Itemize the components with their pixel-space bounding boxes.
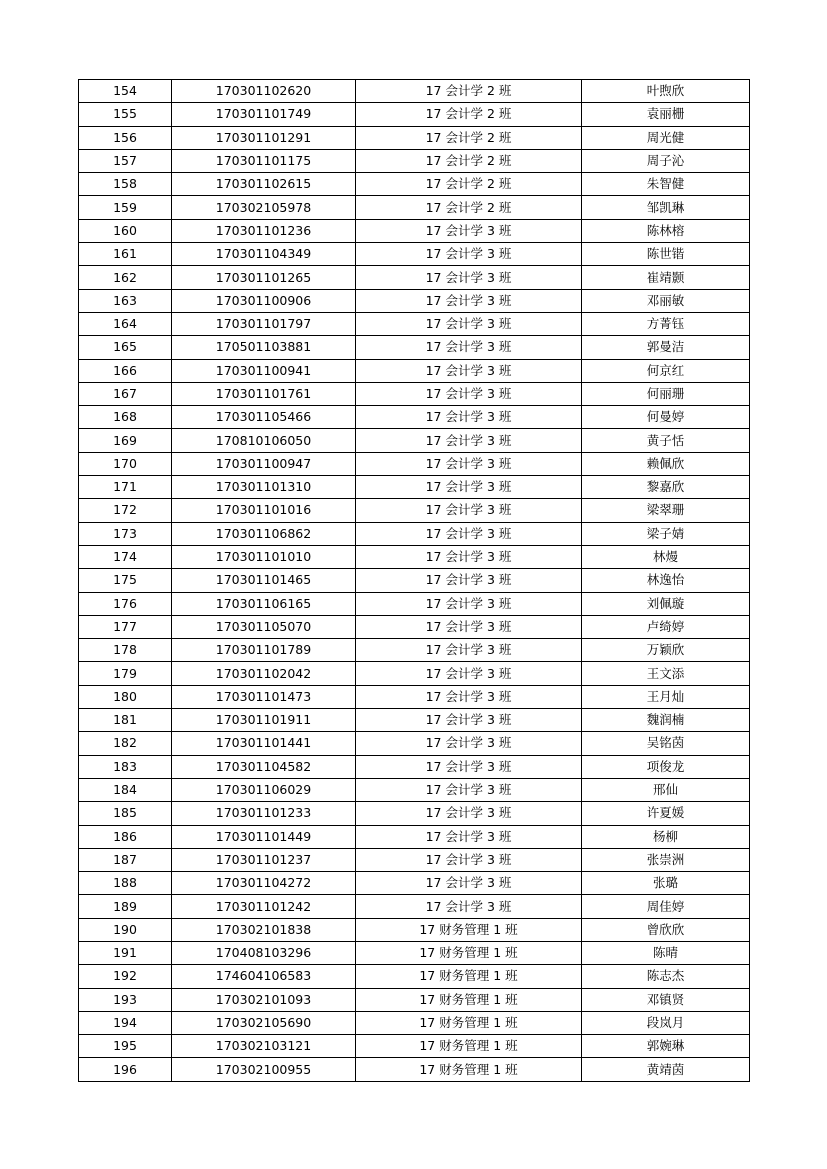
student-id-cell: 170301101310	[172, 476, 356, 499]
row-number-cell: 195	[79, 1035, 172, 1058]
student-name-cell: 曾欣欣	[582, 918, 750, 941]
class-name-cell: 17 会计学 3 班	[356, 336, 582, 359]
row-number-cell: 162	[79, 266, 172, 289]
class-name-cell: 17 会计学 3 班	[356, 569, 582, 592]
row-number-cell: 159	[79, 196, 172, 219]
student-name-cell: 黄靖茵	[582, 1058, 750, 1081]
table-row	[79, 522, 750, 545]
student-id-cell: 170302105978	[172, 196, 356, 219]
table-row	[79, 149, 750, 172]
class-name-cell: 17 会计学 3 班	[356, 778, 582, 801]
student-roster-table	[78, 79, 750, 1082]
row-number-cell: 182	[79, 732, 172, 755]
student-name-cell: 王文添	[582, 662, 750, 685]
student-name-cell: 朱智健	[582, 173, 750, 196]
table-row	[79, 825, 750, 848]
student-name-cell: 林逸怡	[582, 569, 750, 592]
class-name-cell: 17 会计学 3 班	[356, 312, 582, 335]
class-name-cell: 17 会计学 3 班	[356, 825, 582, 848]
class-name-cell: 17 会计学 3 班	[356, 895, 582, 918]
row-number-cell: 172	[79, 499, 172, 522]
student-id-cell: 170301101233	[172, 802, 356, 825]
student-id-cell: 170302100955	[172, 1058, 356, 1081]
student-name-cell: 赖佩欣	[582, 452, 750, 475]
table-row	[79, 359, 750, 382]
row-number-cell: 171	[79, 476, 172, 499]
row-number-cell: 161	[79, 243, 172, 266]
class-name-cell: 17 会计学 3 班	[356, 545, 582, 568]
row-number-cell: 176	[79, 592, 172, 615]
class-name-cell: 17 会计学 2 班	[356, 149, 582, 172]
table-row	[79, 289, 750, 312]
class-name-cell: 17 财务管理 1 班	[356, 1058, 582, 1081]
class-name-cell: 17 会计学 3 班	[356, 872, 582, 895]
class-name-cell: 17 财务管理 1 班	[356, 941, 582, 964]
table-row	[79, 452, 750, 475]
student-name-cell: 魏润楠	[582, 709, 750, 732]
table-row	[79, 126, 750, 149]
row-number-cell: 156	[79, 126, 172, 149]
row-number-cell: 192	[79, 965, 172, 988]
student-name-cell: 陈志杰	[582, 965, 750, 988]
row-number-cell: 157	[79, 149, 172, 172]
student-id-cell: 170301105070	[172, 615, 356, 638]
class-name-cell: 17 会计学 3 班	[356, 592, 582, 615]
table-row	[79, 965, 750, 988]
table-row	[79, 266, 750, 289]
student-name-cell: 陈世锴	[582, 243, 750, 266]
student-name-cell: 方菁钰	[582, 312, 750, 335]
row-number-cell: 166	[79, 359, 172, 382]
row-number-cell: 169	[79, 429, 172, 452]
table-row	[79, 1011, 750, 1034]
table-row	[79, 848, 750, 871]
table-row	[79, 173, 750, 196]
table-row	[79, 499, 750, 522]
row-number-cell: 184	[79, 778, 172, 801]
student-name-cell: 邹凯琳	[582, 196, 750, 219]
table-row	[79, 476, 750, 499]
table-row	[79, 662, 750, 685]
student-name-cell: 项俊龙	[582, 755, 750, 778]
student-id-cell: 170302101838	[172, 918, 356, 941]
student-id-cell: 170301101761	[172, 382, 356, 405]
student-name-cell: 袁丽栅	[582, 103, 750, 126]
student-name-cell: 陈林榕	[582, 219, 750, 242]
student-name-cell: 王月灿	[582, 685, 750, 708]
student-id-cell: 170301101465	[172, 569, 356, 592]
table-row	[79, 872, 750, 895]
student-name-cell: 周光健	[582, 126, 750, 149]
table-row	[79, 895, 750, 918]
class-name-cell: 17 会计学 3 班	[356, 662, 582, 685]
student-name-cell: 刘佩璇	[582, 592, 750, 615]
student-id-cell: 170301102620	[172, 80, 356, 103]
class-name-cell: 17 会计学 2 班	[356, 126, 582, 149]
student-id-cell: 170301101175	[172, 149, 356, 172]
student-id-cell: 170301101237	[172, 848, 356, 871]
row-number-cell: 170	[79, 452, 172, 475]
row-number-cell: 167	[79, 382, 172, 405]
student-id-cell: 170501103881	[172, 336, 356, 359]
student-name-cell: 邓丽敏	[582, 289, 750, 312]
row-number-cell: 173	[79, 522, 172, 545]
class-name-cell: 17 会计学 3 班	[356, 499, 582, 522]
student-name-cell: 黎嘉欣	[582, 476, 750, 499]
table-row	[79, 196, 750, 219]
student-name-cell: 何曼婷	[582, 406, 750, 429]
student-id-cell: 170301100906	[172, 289, 356, 312]
student-id-cell: 170301106029	[172, 778, 356, 801]
class-name-cell: 17 会计学 2 班	[356, 196, 582, 219]
row-number-cell: 196	[79, 1058, 172, 1081]
class-name-cell: 17 会计学 2 班	[356, 80, 582, 103]
table-row	[79, 639, 750, 662]
table-row	[79, 103, 750, 126]
student-id-cell: 170301101749	[172, 103, 356, 126]
row-number-cell: 178	[79, 639, 172, 662]
student-id-cell: 170302101093	[172, 988, 356, 1011]
class-name-cell: 17 会计学 3 班	[356, 406, 582, 429]
class-name-cell: 17 会计学 3 班	[356, 429, 582, 452]
row-number-cell: 180	[79, 685, 172, 708]
class-name-cell: 17 会计学 3 班	[356, 709, 582, 732]
student-id-cell: 170301104272	[172, 872, 356, 895]
class-name-cell: 17 财务管理 1 班	[356, 988, 582, 1011]
row-number-cell: 160	[79, 219, 172, 242]
row-number-cell: 188	[79, 872, 172, 895]
class-name-cell: 17 会计学 3 班	[356, 732, 582, 755]
row-number-cell: 165	[79, 336, 172, 359]
row-number-cell: 185	[79, 802, 172, 825]
row-number-cell: 183	[79, 755, 172, 778]
student-id-cell: 170302105690	[172, 1011, 356, 1034]
student-name-cell: 卢绮婷	[582, 615, 750, 638]
table-row	[79, 709, 750, 732]
table-row	[79, 80, 750, 103]
class-name-cell: 17 财务管理 1 班	[356, 918, 582, 941]
table-row	[79, 988, 750, 1011]
row-number-cell: 194	[79, 1011, 172, 1034]
student-id-cell: 170301101016	[172, 499, 356, 522]
table-row	[79, 406, 750, 429]
student-name-cell: 郭婉琳	[582, 1035, 750, 1058]
table-row	[79, 336, 750, 359]
student-id-cell: 170301101236	[172, 219, 356, 242]
table-row	[79, 592, 750, 615]
class-name-cell: 17 会计学 3 班	[356, 359, 582, 382]
table-row	[79, 1058, 750, 1081]
student-id-cell: 170302103121	[172, 1035, 356, 1058]
table-row	[79, 802, 750, 825]
student-id-cell: 170301101265	[172, 266, 356, 289]
student-name-cell: 万颖欣	[582, 639, 750, 662]
student-name-cell: 何京红	[582, 359, 750, 382]
student-name-cell: 吴铭茵	[582, 732, 750, 755]
table-row	[79, 429, 750, 452]
student-id-cell: 170301101473	[172, 685, 356, 708]
student-id-cell: 170301106165	[172, 592, 356, 615]
class-name-cell: 17 会计学 3 班	[356, 266, 582, 289]
class-name-cell: 17 会计学 3 班	[356, 382, 582, 405]
row-number-cell: 187	[79, 848, 172, 871]
table-row	[79, 545, 750, 568]
student-name-cell: 周子沁	[582, 149, 750, 172]
student-name-cell: 崔靖颢	[582, 266, 750, 289]
table-row	[79, 615, 750, 638]
class-name-cell: 17 会计学 3 班	[356, 685, 582, 708]
student-id-cell: 170301104582	[172, 755, 356, 778]
student-id-cell: 170408103296	[172, 941, 356, 964]
class-name-cell: 17 会计学 3 班	[356, 755, 582, 778]
class-name-cell: 17 会计学 3 班	[356, 848, 582, 871]
student-name-cell: 陈晴	[582, 941, 750, 964]
student-name-cell: 周佳婷	[582, 895, 750, 918]
student-name-cell: 郭曼洁	[582, 336, 750, 359]
table-row	[79, 382, 750, 405]
student-name-cell: 张崇洲	[582, 848, 750, 871]
student-name-cell: 梁子婧	[582, 522, 750, 545]
student-name-cell: 邢仙	[582, 778, 750, 801]
class-name-cell: 17 会计学 3 班	[356, 802, 582, 825]
row-number-cell: 181	[79, 709, 172, 732]
row-number-cell: 174	[79, 545, 172, 568]
table-row	[79, 312, 750, 335]
row-number-cell: 168	[79, 406, 172, 429]
student-id-cell: 170301101441	[172, 732, 356, 755]
student-id-cell: 170301102615	[172, 173, 356, 196]
table-row	[79, 243, 750, 266]
student-id-cell: 170301101010	[172, 545, 356, 568]
student-id-cell: 170301101789	[172, 639, 356, 662]
table-row	[79, 941, 750, 964]
student-id-cell: 170301100947	[172, 452, 356, 475]
row-number-cell: 158	[79, 173, 172, 196]
row-number-cell: 186	[79, 825, 172, 848]
student-id-cell: 170301101291	[172, 126, 356, 149]
row-number-cell: 164	[79, 312, 172, 335]
roster-body	[79, 80, 750, 1082]
table-row	[79, 778, 750, 801]
student-name-cell: 张璐	[582, 872, 750, 895]
row-number-cell: 193	[79, 988, 172, 1011]
class-name-cell: 17 财务管理 1 班	[356, 1011, 582, 1034]
student-id-cell: 170301101797	[172, 312, 356, 335]
table-row	[79, 755, 750, 778]
class-name-cell: 17 会计学 3 班	[356, 243, 582, 266]
row-number-cell: 177	[79, 615, 172, 638]
row-number-cell: 190	[79, 918, 172, 941]
student-id-cell: 170301100941	[172, 359, 356, 382]
student-name-cell: 黄子恬	[582, 429, 750, 452]
row-number-cell: 191	[79, 941, 172, 964]
class-name-cell: 17 会计学 3 班	[356, 289, 582, 312]
student-id-cell: 170301105466	[172, 406, 356, 429]
class-name-cell: 17 财务管理 1 班	[356, 965, 582, 988]
class-name-cell: 17 会计学 3 班	[356, 639, 582, 662]
class-name-cell: 17 会计学 3 班	[356, 219, 582, 242]
row-number-cell: 179	[79, 662, 172, 685]
student-name-cell: 何丽珊	[582, 382, 750, 405]
class-name-cell: 17 会计学 3 班	[356, 615, 582, 638]
class-name-cell: 17 会计学 3 班	[356, 476, 582, 499]
table-row	[79, 918, 750, 941]
student-name-cell: 杨柳	[582, 825, 750, 848]
student-name-cell: 许夏媛	[582, 802, 750, 825]
student-id-cell: 170301102042	[172, 662, 356, 685]
class-name-cell: 17 会计学 3 班	[356, 522, 582, 545]
student-id-cell: 170301101242	[172, 895, 356, 918]
student-name-cell: 邓镇贤	[582, 988, 750, 1011]
student-name-cell: 段岚月	[582, 1011, 750, 1034]
row-number-cell: 163	[79, 289, 172, 312]
student-id-cell: 170301101911	[172, 709, 356, 732]
student-name-cell: 梁翠珊	[582, 499, 750, 522]
student-id-cell: 170810106050	[172, 429, 356, 452]
table-row	[79, 1035, 750, 1058]
row-number-cell: 189	[79, 895, 172, 918]
class-name-cell: 17 会计学 3 班	[356, 452, 582, 475]
student-name-cell: 叶煦欣	[582, 80, 750, 103]
class-name-cell: 17 会计学 2 班	[356, 173, 582, 196]
table-row	[79, 732, 750, 755]
student-id-cell: 170301104349	[172, 243, 356, 266]
row-number-cell: 175	[79, 569, 172, 592]
table-row	[79, 569, 750, 592]
table-row	[79, 685, 750, 708]
student-id-cell: 170301106862	[172, 522, 356, 545]
class-name-cell: 17 财务管理 1 班	[356, 1035, 582, 1058]
student-name-cell: 林熳	[582, 545, 750, 568]
table-row	[79, 219, 750, 242]
class-name-cell: 17 会计学 2 班	[356, 103, 582, 126]
row-number-cell: 154	[79, 80, 172, 103]
row-number-cell: 155	[79, 103, 172, 126]
student-id-cell: 170301101449	[172, 825, 356, 848]
student-id-cell: 174604106583	[172, 965, 356, 988]
